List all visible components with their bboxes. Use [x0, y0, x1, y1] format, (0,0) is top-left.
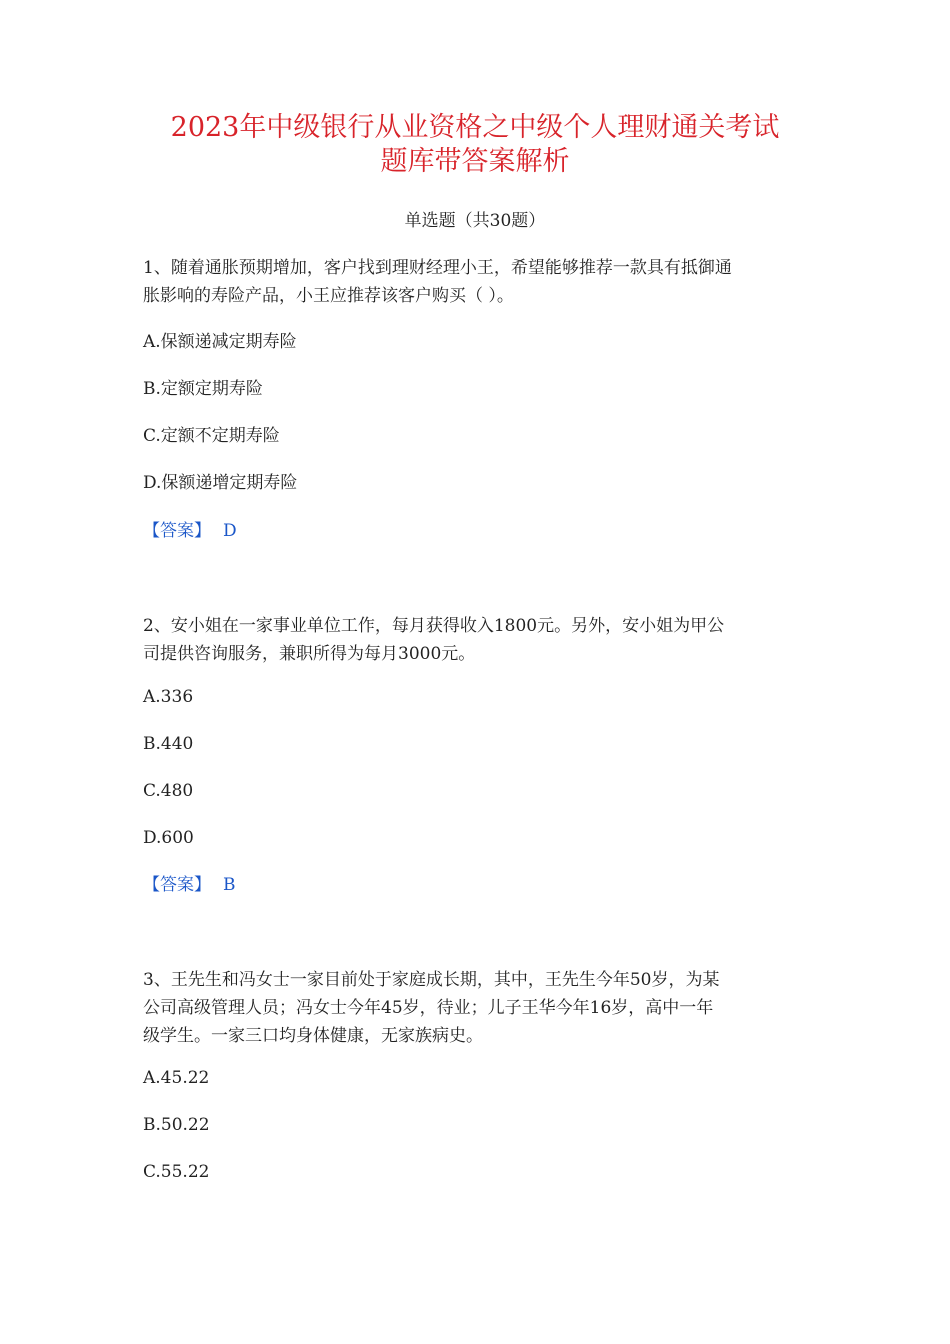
- question-1-answer-tag: 【答案】: [143, 521, 211, 541]
- question-3-option-c: C.55.22: [143, 1162, 210, 1182]
- question-1-stem-line-2: 胀影响的寿险产品，小王应推荐该客户购买（ ）。: [143, 286, 514, 306]
- question-2-answer-value: B: [223, 875, 236, 895]
- question-3-stem-line-3: 级学生。一家三口均身体健康，无家族病史。: [143, 1026, 483, 1046]
- question-1-answer: [143, 518, 237, 544]
- question-2-answer-tag: 【答案】: [143, 875, 211, 895]
- document-title-line-1: 2023年中级银行从业资格之中级个人理财通关考试: [170, 112, 780, 143]
- document-title-line-2: 题库带答案解析: [380, 146, 570, 177]
- question-1-answer-value: D: [223, 521, 237, 541]
- question-1-option-a: A.保额递减定期寿险: [143, 332, 297, 352]
- question-1-option-b: B.定额定期寿险: [143, 379, 263, 399]
- section-heading: 单选题（共30题）: [404, 211, 546, 231]
- question-2-answer: [143, 872, 236, 898]
- question-3-option-a: A.45.22: [143, 1068, 210, 1088]
- question-2-option-c: C.480: [143, 781, 194, 801]
- question-3-option-b: B.50.22: [143, 1115, 210, 1135]
- question-3-stem-line-1: 3、王先生和冯女士一家目前处于家庭成长期，其中，王先生今年50岁，为某: [143, 970, 720, 990]
- question-2-option-a: A.336: [143, 687, 194, 707]
- question-2-option-b: B.440: [143, 734, 194, 754]
- question-2-stem-line-1: 2、安小姐在一家事业单位工作，每月获得收入1800元。另外，安小姐为甲公: [143, 616, 725, 636]
- question-1-stem-line-1: 1、随着通胀预期增加，客户找到理财经理小王，希望能够推荐一款具有抵御通: [143, 258, 732, 278]
- question-1-option-c: C.定额不定期寿险: [143, 426, 280, 446]
- question-3-stem-line-2: 公司高级管理人员；冯女士今年45岁，待业；儿子王华今年16岁，高中一年: [143, 998, 714, 1018]
- question-2-stem-line-2: 司提供咨询服务，兼职所得为每月3000元。: [143, 644, 476, 664]
- question-1-option-d: D.保额递增定期寿险: [143, 473, 298, 493]
- question-2-option-d: D.600: [143, 828, 194, 848]
